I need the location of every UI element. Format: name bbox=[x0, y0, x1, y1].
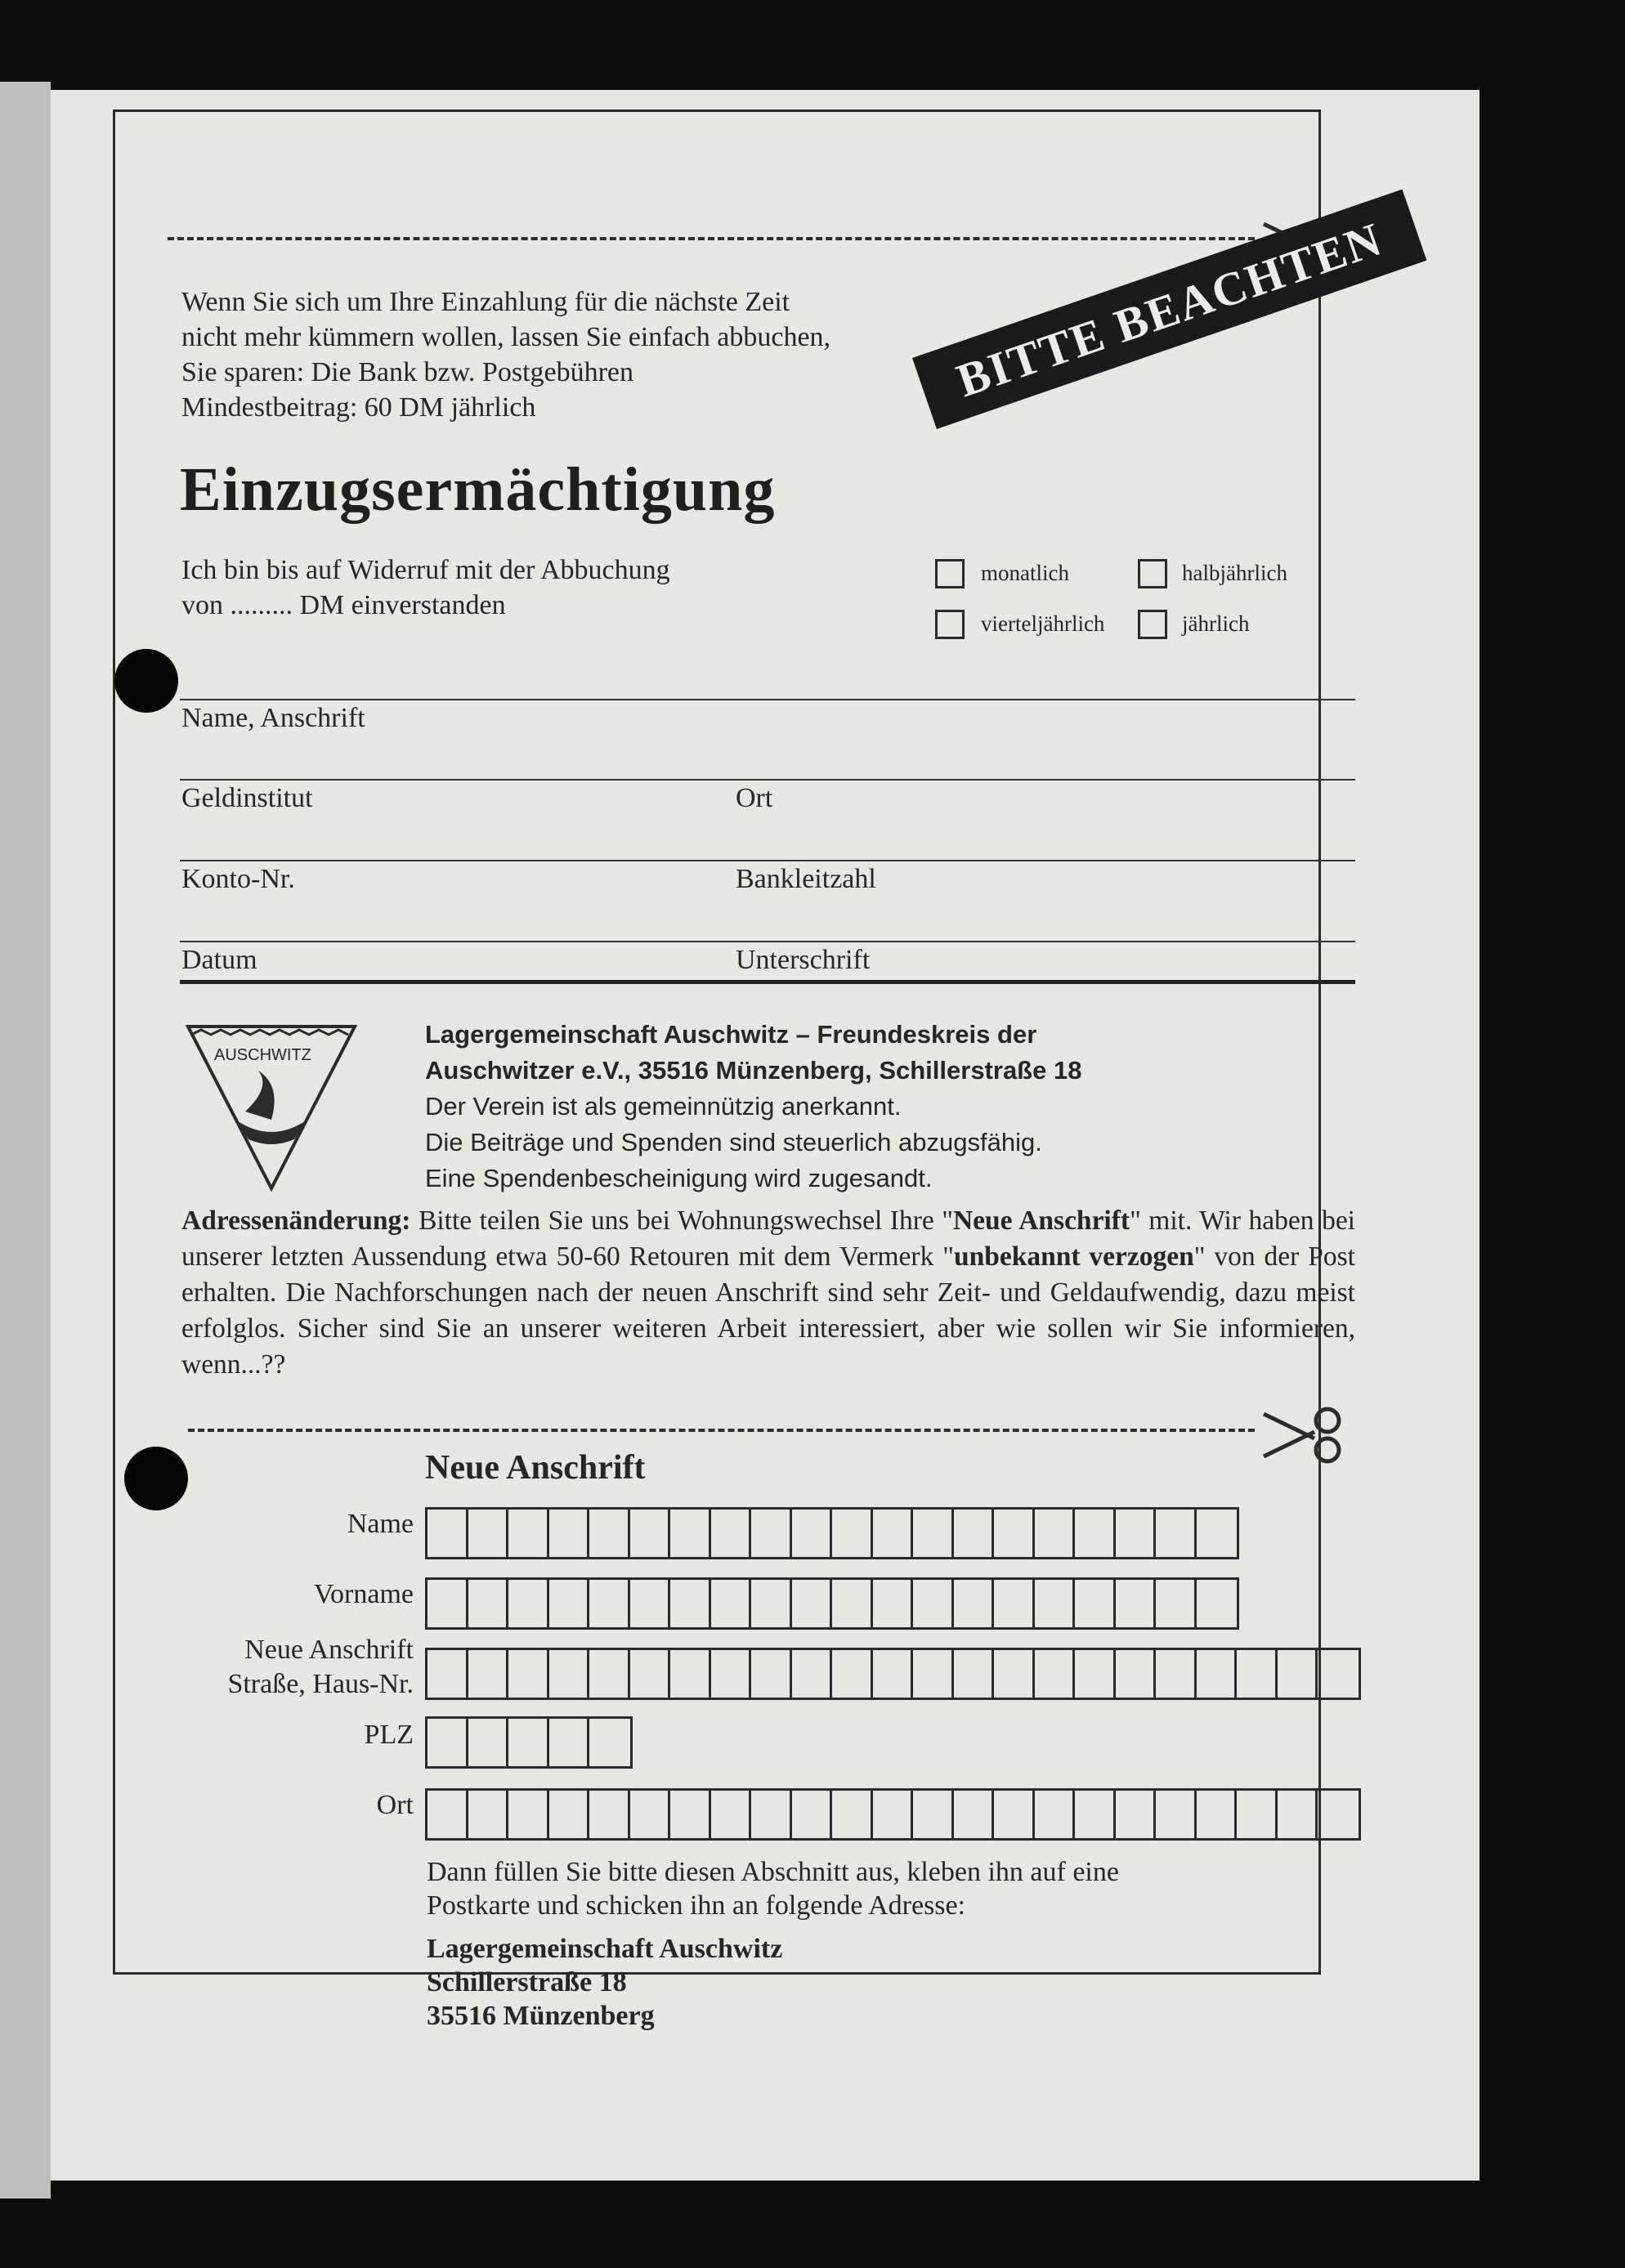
intro-line: Sie sparen: Die Bank bzw. Postgebühren bbox=[181, 357, 634, 387]
punch-hole bbox=[114, 649, 178, 713]
new-address-first-name-boxes[interactable] bbox=[425, 1577, 1239, 1630]
address-change-text: Bitte teilen Sie uns bei Wohnungswechsel Ihre " bbox=[410, 1206, 953, 1236]
address-change-paragraph bbox=[181, 1203, 1355, 1383]
scissors-icon bbox=[1257, 1402, 1347, 1468]
field-label-name-address[interactable]: Name, Anschrift bbox=[181, 703, 365, 733]
intro-line: nicht mehr kümmern wollen, lassen Sie einfach abbuchen, bbox=[181, 322, 831, 352]
association-name-line: Lagergemeinschaft Auschwitz – Freundeskreis der bbox=[425, 1020, 1037, 1049]
new-address-name-boxes[interactable] bbox=[425, 1507, 1239, 1559]
form-title: Einzugsermächtigung bbox=[180, 455, 776, 524]
checkbox-yearly[interactable] bbox=[1138, 610, 1167, 639]
intro-text bbox=[181, 284, 830, 425]
field-label-signature[interactable]: Unterschrift bbox=[736, 945, 871, 975]
intro-line: Mindestbeitrag: 60 DM jährlich bbox=[181, 392, 536, 423]
checkbox-monthly-label: monatlich bbox=[981, 561, 1069, 585]
field-label-place[interactable]: Ort bbox=[736, 783, 773, 813]
postal-address-line: 35516 Münzenberg bbox=[427, 2001, 655, 2031]
postal-address bbox=[427, 1932, 782, 2033]
address-change-bold: Neue Anschrift bbox=[952, 1206, 1130, 1236]
association-name-line: Auschwitzer e.V., 35516 Münzenberg, Schillerstraße 18 bbox=[425, 1056, 1082, 1085]
new-address-city-label: Ort bbox=[376, 1790, 414, 1820]
postal-address-line: Schillerstraße 18 bbox=[427, 1967, 627, 1997]
checkbox-quarterly[interactable] bbox=[935, 610, 965, 639]
logo-text: AUSCHWITZ bbox=[214, 1046, 311, 1064]
address-change-text: " von der Post erhalten. Die Nachforschungen nach der neuen Anschrift sind sehr Zeit- und Geldaufwendig, dazu meist erfolglos. Sicher sind Sie an unserer weiteren Arbeit interessiert, aber wie sollen wir Sie informieren, wenn...?? bbox=[181, 1241, 1355, 1380]
new-address-name-label: Name bbox=[347, 1509, 414, 1539]
field-label-bank[interactable]: Geldinstitut bbox=[181, 783, 313, 813]
new-address-city-boxes[interactable] bbox=[425, 1788, 1361, 1841]
cut-line-top bbox=[168, 237, 1255, 240]
checkbox-half-yearly[interactable] bbox=[1138, 559, 1167, 588]
field-label-bank-code[interactable]: Bankleitzahl bbox=[736, 864, 876, 894]
association-info-line: Die Beiträge und Spenden sind steuerlich abzugsfähig. bbox=[425, 1128, 1042, 1156]
field-line bbox=[180, 860, 1355, 861]
authorization-line: von ......... DM einverstanden bbox=[181, 590, 506, 620]
instructions-line: Dann füllen Sie bitte diesen Abschnitt aus, kleben ihn auf eine bbox=[427, 1857, 1119, 1887]
authorization-line: Ich bin bis auf Widerruf mit der Abbuchung bbox=[181, 555, 670, 585]
section-divider bbox=[180, 980, 1355, 984]
new-address-zip-label: PLZ bbox=[364, 1720, 414, 1750]
field-line bbox=[180, 779, 1355, 781]
checkbox-monthly[interactable] bbox=[935, 559, 965, 588]
field-line bbox=[180, 941, 1355, 942]
checkbox-quarterly-label: vierteljährlich bbox=[981, 611, 1105, 636]
address-change-text: " mit. Wir haben bei unserer letzten Aussendung etwa 50-60 Retouren mit dem Vermerk " bbox=[181, 1206, 1355, 1272]
checkbox-half-yearly-label: halbjährlich bbox=[1182, 561, 1287, 585]
association-info bbox=[425, 1017, 1081, 1197]
new-address-heading: Neue Anschrift bbox=[425, 1449, 646, 1487]
field-line bbox=[180, 699, 1355, 700]
association-info-line: Der Verein ist als gemeinnützig anerkannt. bbox=[425, 1092, 902, 1121]
authorization-text bbox=[181, 552, 670, 623]
new-address-first-name-label: Vorname bbox=[313, 1579, 414, 1609]
intro-line: Wenn Sie sich um Ihre Einzahlung für die nächste Zeit bbox=[181, 287, 790, 317]
field-label-date[interactable]: Datum bbox=[181, 945, 257, 975]
new-address-street-boxes[interactable] bbox=[425, 1648, 1361, 1700]
address-change-bold: unbekannt verzogen bbox=[953, 1241, 1194, 1272]
instructions-line: Postkarte und schicken ihn an folgende Adresse: bbox=[427, 1890, 966, 1921]
attention-stamp-text: BITTE BEACHTEN bbox=[950, 211, 1390, 407]
new-address-zip-boxes[interactable] bbox=[425, 1716, 633, 1769]
field-label-account[interactable]: Konto-Nr. bbox=[181, 864, 295, 894]
cut-line-bottom bbox=[188, 1429, 1255, 1432]
new-address-street-sublabel: Straße, Haus-Nr. bbox=[227, 1669, 414, 1699]
new-address-street-label: Neue Anschrift bbox=[244, 1635, 414, 1665]
address-change-heading: Adressenänderung: bbox=[181, 1206, 411, 1236]
instructions-text bbox=[427, 1855, 1119, 1922]
postal-address-line: Lagergemeinschaft Auschwitz bbox=[427, 1934, 783, 1964]
checkbox-yearly-label: jährlich bbox=[1182, 611, 1250, 636]
punch-hole bbox=[124, 1447, 188, 1510]
association-info-line: Eine Spendenbescheinigung wird zugesandt. bbox=[425, 1164, 933, 1192]
left-page-edge bbox=[0, 82, 51, 2199]
